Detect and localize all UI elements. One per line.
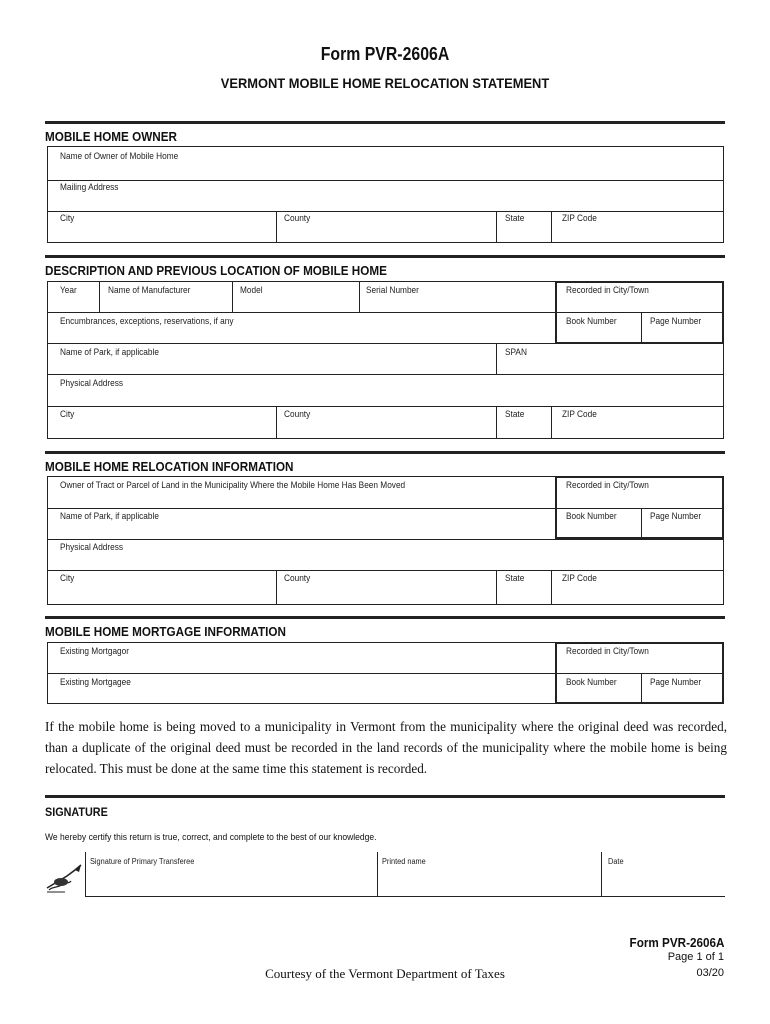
new-book-field[interactable]: Book Number (566, 511, 617, 521)
year-field[interactable]: Year (60, 285, 77, 295)
encumbrances-field[interactable]: Encumbrances, exceptions, reservations, if any (60, 316, 234, 326)
sign-here-icon (45, 862, 85, 894)
signature-field[interactable]: Signature of Primary Transferee (90, 857, 195, 866)
new-physical-field[interactable]: Physical Address (60, 542, 124, 552)
mortgage-book-field[interactable]: Book Number (566, 677, 617, 687)
new-city-field[interactable]: City (60, 573, 75, 583)
span-field[interactable]: SPAN (505, 347, 527, 357)
signature-section-heading: SIGNATURE (45, 805, 108, 819)
footer-revision: 03/20 (696, 967, 724, 979)
new-park-field[interactable]: Name of Park, if applicable (60, 511, 159, 521)
form-title: Form PVR-2606A (320, 44, 450, 64)
owner-name-field[interactable]: Name of Owner of Mobile Home (60, 151, 179, 161)
date-field[interactable]: Date (608, 857, 624, 866)
footer-courtesy: Courtesy of the Vermont Department of Taxes (265, 966, 505, 981)
serial-field[interactable]: Serial Number (366, 285, 419, 295)
owner-mailing-field[interactable]: Mailing Address (60, 182, 119, 192)
model-field[interactable]: Model (240, 285, 263, 295)
footer-page-number: Page 1 of 1 (667, 951, 724, 963)
owner-city-field[interactable]: City (60, 213, 75, 223)
prev-state-field[interactable]: State (505, 409, 525, 419)
mortgagee-field[interactable]: Existing Mortgagee (60, 677, 131, 687)
owner-zip-field[interactable]: ZIP Code (562, 213, 597, 223)
manufacturer-field[interactable]: Name of Manufacturer (108, 285, 191, 295)
owner-state-field[interactable]: State (505, 213, 525, 223)
mortgage-section-heading: MOBILE HOME MORTGAGE INFORMATION (45, 624, 286, 639)
prev-zip-field[interactable]: ZIP Code (562, 409, 597, 419)
prev-recorded-field[interactable]: Recorded in City/Town (566, 285, 649, 295)
prev-park-field[interactable]: Name of Park, if applicable (60, 347, 159, 357)
new-recorded-field[interactable]: Recorded in City/Town (566, 480, 649, 490)
section-rule (45, 255, 725, 258)
prev-county-field[interactable]: County (284, 409, 311, 419)
mortgage-page-field[interactable]: Page Number (650, 677, 702, 687)
relocation-section-heading: MOBILE HOME RELOCATION INFORMATION (45, 459, 294, 474)
section-rule (45, 616, 725, 619)
footer-form-id: Form PVR-2606A (629, 935, 724, 950)
description-section-heading: DESCRIPTION AND PREVIOUS LOCATION OF MOBILE HOME (45, 263, 387, 278)
section-rule (45, 795, 725, 798)
prev-physical-field[interactable]: Physical Address (60, 378, 124, 388)
new-state-field[interactable]: State (505, 573, 525, 583)
new-zip-field[interactable]: ZIP Code (562, 573, 597, 583)
relocation-notice: If the mobile home is being moved to a municipality in Vermont from the municipality where the original deed was recorded, than a duplicate of the original deed must be recorded in the land records of the municipality where the mobile home is being relocated. This must be done at the same time this statement is recorded. (45, 719, 727, 776)
owner-section-heading: MOBILE HOME OWNER (45, 129, 177, 144)
land-owner-field[interactable]: Owner of Tract or Parcel of Land in the Municipality Where the Mobile Home Has Been Moved (60, 480, 406, 490)
certification-text: We hereby certify this return is true, correct, and complete to the best of our knowledge. (45, 832, 377, 843)
mortgagor-field[interactable]: Existing Mortgagor (60, 646, 130, 656)
section-rule (45, 121, 725, 124)
printed-name-field[interactable]: Printed name (382, 857, 426, 866)
form-subtitle: VERMONT MOBILE HOME RELOCATION STATEMENT (220, 75, 550, 91)
prev-city-field[interactable]: City (60, 409, 75, 419)
new-county-field[interactable]: County (284, 573, 311, 583)
owner-county-field[interactable]: County (284, 213, 311, 223)
prev-book-field[interactable]: Book Number (566, 316, 617, 326)
mortgage-recorded-field[interactable]: Recorded in City/Town (566, 646, 649, 656)
section-rule (45, 451, 725, 454)
new-page-field[interactable]: Page Number (650, 511, 702, 521)
prev-page-field[interactable]: Page Number (650, 316, 702, 326)
